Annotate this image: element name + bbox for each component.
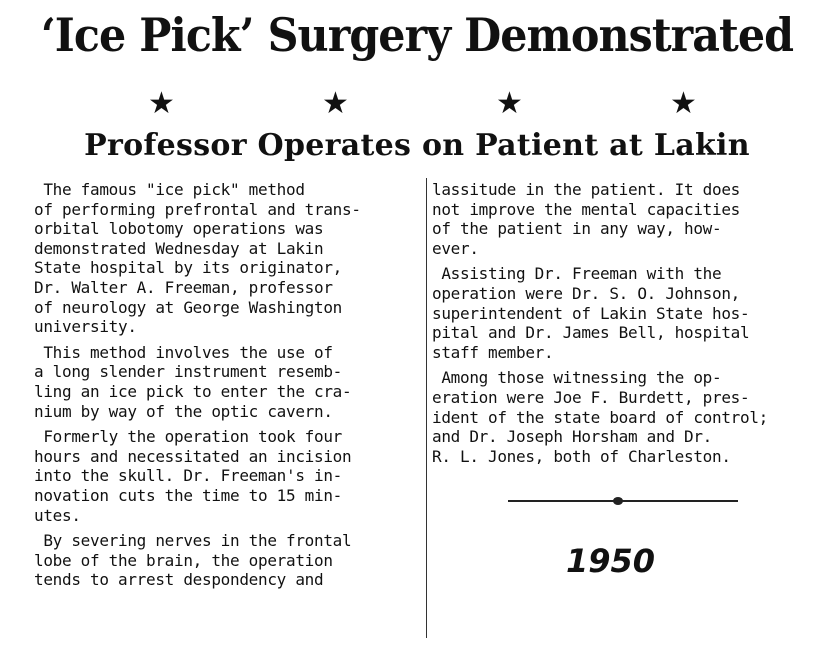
text-line: ling an ice pick to enter the cra- bbox=[34, 381, 352, 401]
text-line: Assisting Dr. Freeman with the bbox=[432, 264, 722, 284]
text-line: university. bbox=[34, 317, 137, 337]
subheadline: Professor Operates on Patient at Lakin bbox=[84, 128, 750, 163]
text-line: of the patient in any way, how- bbox=[432, 219, 722, 239]
text-line: Dr. Walter A. Freeman, professor bbox=[34, 277, 333, 297]
text-line: and Dr. Joseph Horsham and Dr. bbox=[432, 427, 712, 447]
text-line: nium by way of the optic cavern. bbox=[34, 401, 333, 421]
text-line: ever. bbox=[432, 238, 479, 258]
text-line: hours and necessitated an incision bbox=[34, 446, 352, 466]
end-rule bbox=[508, 500, 738, 502]
text-line: R. L. Jones, both of Charleston. bbox=[432, 446, 731, 466]
text-line: superintendent of Lakin State hos- bbox=[432, 303, 750, 323]
article-paragraph bbox=[34, 343, 420, 421]
text-line: demonstrated Wednesday at Lakin bbox=[34, 238, 324, 258]
text-line: lobe of the brain, the operation bbox=[34, 550, 333, 570]
star-icon: ★ bbox=[670, 86, 697, 121]
headline: ‘Ice Pick’ Surgery Demonstrated bbox=[40, 8, 794, 62]
text-line: staff member. bbox=[432, 342, 554, 362]
text-line: of performing prefrontal and trans- bbox=[34, 199, 361, 219]
text-line: operation were Dr. S. O. Johnson, bbox=[432, 283, 740, 303]
text-line: orbital lobotomy operations was bbox=[34, 219, 324, 239]
article-paragraph bbox=[432, 180, 822, 258]
star-icon: ★ bbox=[322, 86, 349, 121]
star-icon: ★ bbox=[148, 86, 175, 121]
text-line: Among those witnessing the op- bbox=[432, 368, 722, 388]
text-line: not improve the mental capacities bbox=[432, 199, 740, 219]
end-rule-ornament bbox=[613, 497, 623, 505]
text-line: By severing nerves in the frontal bbox=[34, 531, 352, 551]
article-paragraph bbox=[34, 531, 420, 590]
text-line: pital and Dr. James Bell, hospital bbox=[432, 323, 750, 343]
article-column-left bbox=[34, 180, 420, 596]
text-line: State hospital by its originator, bbox=[34, 258, 342, 278]
text-line: of neurology at George Washington bbox=[34, 297, 342, 317]
text-line: novation cuts the time to 15 min- bbox=[34, 485, 342, 505]
article-paragraph bbox=[432, 368, 822, 466]
star-divider bbox=[0, 84, 834, 124]
text-line: Formerly the operation took four bbox=[34, 427, 342, 447]
text-line: lassitude in the patient. It does bbox=[432, 180, 740, 199]
article-column-right bbox=[432, 180, 822, 472]
text-line: utes. bbox=[34, 505, 81, 525]
article-paragraph bbox=[432, 264, 822, 362]
text-line: into the skull. Dr. Freeman's in- bbox=[34, 466, 342, 486]
article-paragraph bbox=[34, 180, 420, 337]
text-line: ident of the state board of control; bbox=[432, 407, 768, 427]
column-divider bbox=[426, 178, 427, 638]
text-line: The famous "ice pick" method bbox=[34, 180, 305, 199]
year-annotation: 1950 bbox=[566, 542, 656, 580]
text-line: eration were Joe F. Burdett, pres- bbox=[432, 387, 750, 407]
text-line: tends to arrest despondency and bbox=[34, 570, 324, 590]
star-icon: ★ bbox=[496, 86, 523, 121]
text-line: a long slender instrument resemb- bbox=[34, 362, 342, 382]
text-line: This method involves the use of bbox=[34, 342, 333, 362]
article-paragraph bbox=[34, 427, 420, 525]
